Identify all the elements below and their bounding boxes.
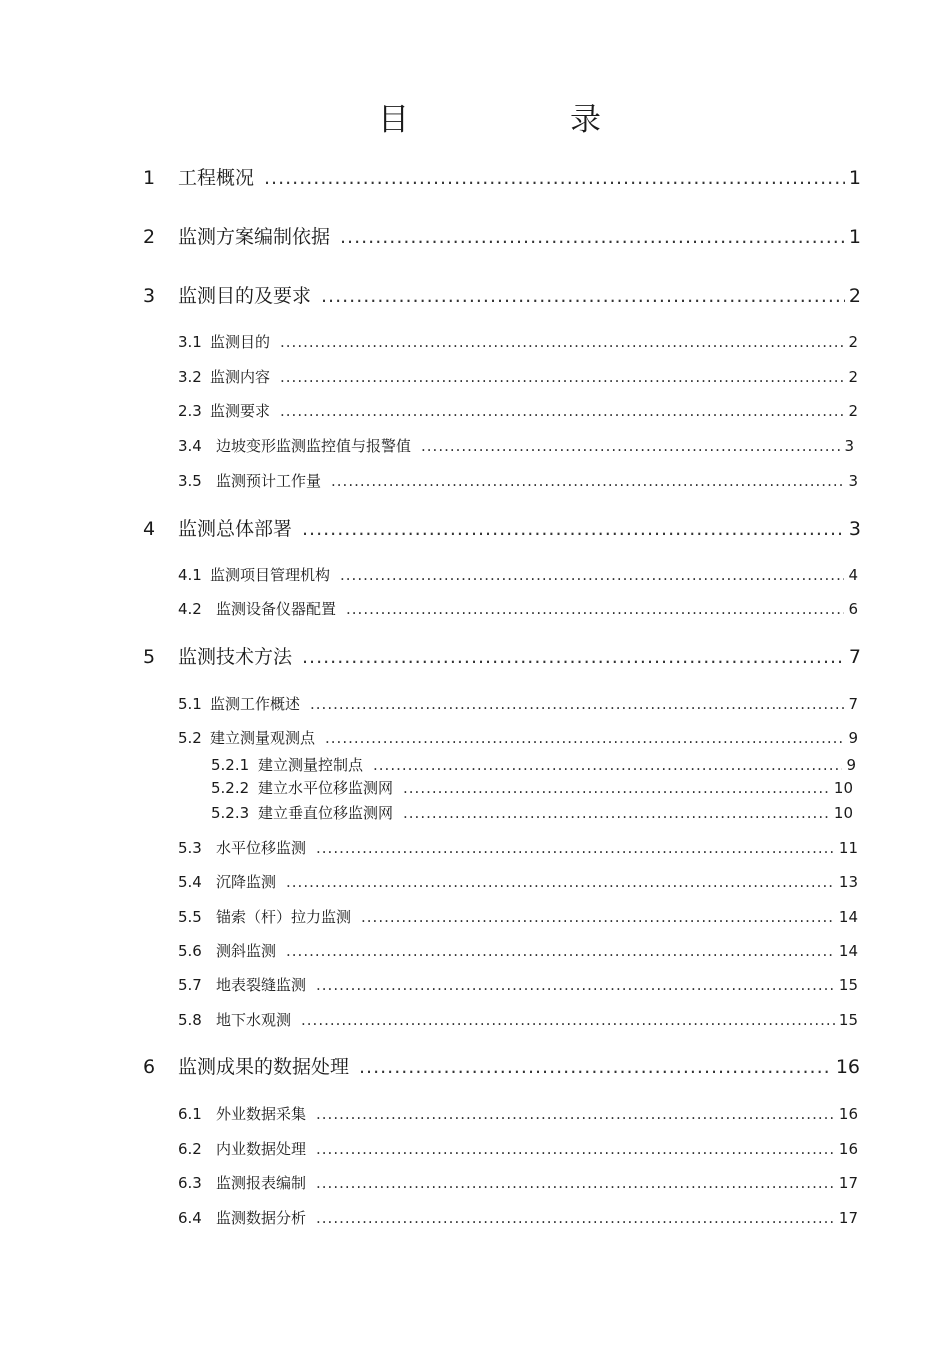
toc-entry-label: 沉降监测 — [216, 873, 277, 891]
toc-entry-page: 13 — [838, 873, 858, 891]
toc-entry-label: 监测项目管理机构 — [210, 566, 331, 584]
toc-entry-5-2-3[interactable] — [211, 802, 853, 824]
toc-entry-page: 7 — [848, 646, 861, 668]
toc-entry-label: 边坡变形监测监控值与报警值 — [216, 437, 412, 455]
toc-leader-dots — [403, 802, 830, 824]
toc-leader-dots — [264, 165, 845, 191]
toc-entry-3-5[interactable] — [178, 470, 858, 492]
toc-entry-5-2-2[interactable] — [211, 777, 853, 799]
toc-entry-page: 2 — [848, 285, 861, 307]
toc-entry-4-1[interactable] — [178, 564, 858, 586]
toc-leader-dots — [359, 1054, 832, 1080]
toc-entry-page: 15 — [838, 976, 858, 994]
toc-leader-dots — [316, 837, 835, 859]
toc-leader-dots — [340, 564, 844, 586]
toc-entry-label: 地表裂缝监测 — [216, 976, 307, 994]
toc-entry-5-8[interactable] — [178, 1009, 858, 1031]
toc-entry-label: 地下水观测 — [216, 1011, 292, 1029]
toc-entry-4-2[interactable] — [178, 598, 858, 620]
toc-entry-page: 1 — [848, 167, 861, 189]
toc-entry-5[interactable] — [143, 644, 861, 670]
toc-entry-label: 监测内容 — [210, 368, 271, 386]
toc-entry-page: 2 — [848, 333, 858, 351]
toc-leader-dots — [321, 283, 845, 309]
toc-entry-label: 监测数据分析 — [216, 1209, 307, 1227]
toc-entry-label: 测斜监测 — [216, 942, 277, 960]
toc-leader-dots — [316, 1172, 835, 1194]
toc-leader-dots — [403, 777, 830, 799]
toc-entry-6-3[interactable] — [178, 1172, 858, 1194]
toc-entry-label: 工程概况 — [178, 167, 255, 189]
toc-leader-dots — [286, 940, 835, 962]
toc-entry-number: 6.4 — [178, 1209, 202, 1227]
toc-entry-6-1[interactable] — [178, 1103, 858, 1125]
toc-entry-label: 外业数据采集 — [216, 1105, 307, 1123]
toc-entry-label: 锚索（杆）拉力监测 — [216, 908, 352, 926]
toc-entry-number: 6 — [143, 1056, 156, 1078]
toc-entry-3-2[interactable] — [178, 366, 858, 388]
toc-entry-label: 内业数据处理 — [216, 1140, 307, 1158]
toc-entry-label: 监测报表编制 — [216, 1174, 307, 1192]
toc-entry-label: 监测方案编制依据 — [178, 226, 331, 248]
toc-entry-label: 监测设备仪器配置 — [216, 600, 337, 618]
toc-entry-page: 14 — [838, 908, 858, 926]
toc-entry-label: 监测目的 — [210, 333, 271, 351]
toc-entry-number: 3 — [143, 285, 156, 307]
toc-entry-label: 监测预计工作量 — [216, 472, 322, 490]
toc-entry-number: 1 — [143, 167, 156, 189]
toc-entry-label: 监测要求 — [210, 402, 271, 420]
toc-entry-5-6[interactable] — [178, 940, 858, 962]
toc-entry-page: 2 — [848, 402, 858, 420]
toc-entry-page: 9 — [848, 729, 858, 747]
toc-entry-page: 11 — [838, 839, 858, 857]
toc-entry-label: 监测工作概述 — [210, 695, 301, 713]
toc-entry-number: 5.4 — [178, 873, 202, 891]
toc-entry-page: 4 — [848, 566, 858, 584]
toc-entry-number: 5.2 — [178, 729, 202, 747]
toc-entry-number: 6.1 — [178, 1105, 202, 1123]
toc-entry-page: 7 — [848, 695, 858, 713]
toc-entry-number: 3.4 — [178, 437, 202, 455]
toc-title-char-2: 录 — [570, 102, 601, 138]
toc-entry-3-4[interactable] — [178, 435, 854, 457]
toc-entry-page: 10 — [833, 804, 853, 822]
toc-leader-dots — [280, 331, 844, 353]
toc-entry-page: 17 — [838, 1209, 858, 1227]
toc-entry-2[interactable] — [143, 224, 861, 250]
toc-entry-page: 3 — [848, 472, 858, 490]
toc-entry-page: 6 — [848, 600, 858, 618]
toc-leader-dots — [421, 435, 840, 457]
toc-entry-5-7[interactable] — [178, 974, 858, 996]
toc-entry-number: 5.3 — [178, 839, 202, 857]
toc-leader-dots — [316, 1103, 835, 1125]
toc-entry-5-2[interactable] — [178, 727, 858, 749]
toc-entry-6-2[interactable] — [178, 1138, 858, 1160]
toc-entry-5-5[interactable] — [178, 906, 858, 928]
toc-leader-dots — [280, 400, 844, 422]
toc-entry-label: 建立测量控制点 — [258, 756, 364, 774]
toc-entry-number: 3.2 — [178, 368, 202, 386]
toc-entry-3[interactable] — [143, 283, 861, 309]
toc-entry-label: 监测目的及要求 — [178, 285, 312, 307]
toc-title-char-1: 目 — [378, 102, 409, 138]
toc-leader-dots — [325, 727, 844, 749]
toc-entry-page: 10 — [833, 779, 853, 797]
toc-entry-number: 5.7 — [178, 976, 202, 994]
toc-entry-5-3[interactable] — [178, 837, 858, 859]
toc-leader-dots — [286, 871, 835, 893]
toc-entry-number: 5 — [143, 646, 156, 668]
toc-leader-dots — [280, 366, 844, 388]
toc-entry-number: 4 — [143, 518, 156, 540]
toc-entry-label: 建立垂直位移监测网 — [258, 804, 394, 822]
toc-leader-dots — [373, 754, 842, 776]
toc-entry-page: 9 — [846, 756, 856, 774]
toc-entry-page: 16 — [838, 1140, 858, 1158]
toc-entry-number: 6.3 — [178, 1174, 202, 1192]
toc-entry-label: 建立测量观测点 — [210, 729, 316, 747]
toc-entry-number: 5.6 — [178, 942, 202, 960]
toc-entry-number: 5.1 — [178, 695, 202, 713]
toc-leader-dots — [331, 470, 844, 492]
toc-entry-page: 17 — [838, 1174, 858, 1192]
toc-entry-page: 16 — [835, 1056, 860, 1078]
toc-entry-label: 建立水平位移监测网 — [258, 779, 394, 797]
toc-leader-dots — [316, 1207, 835, 1229]
toc-entry-page: 3 — [844, 437, 854, 455]
toc-entry-number: 5.8 — [178, 1011, 202, 1029]
toc-entry-page: 16 — [838, 1105, 858, 1123]
toc-entry-5-2-1[interactable] — [211, 754, 856, 776]
toc-leader-dots — [301, 1009, 835, 1031]
toc-entry-number: 4.1 — [178, 566, 202, 584]
toc-entry-6-4[interactable] — [178, 1207, 858, 1229]
toc-entry-5-1[interactable] — [178, 693, 858, 715]
toc-entry-number: 3.1 — [178, 333, 202, 351]
toc-entry-2-3[interactable] — [178, 400, 858, 422]
toc-entry-number: 5.2.2 — [211, 779, 250, 797]
toc-leader-dots — [346, 598, 844, 620]
toc-entry-page: 15 — [838, 1011, 858, 1029]
toc-leader-dots — [302, 516, 845, 542]
toc-entry-number: 4.2 — [178, 600, 202, 618]
toc-entry-number: 5.2.1 — [211, 756, 250, 774]
toc-entry-1[interactable] — [143, 165, 861, 191]
toc-entry-6[interactable] — [143, 1054, 860, 1080]
toc-entry-page: 2 — [848, 368, 858, 386]
toc-entry-number: 6.2 — [178, 1140, 202, 1158]
toc-leader-dots — [302, 644, 845, 670]
toc-entry-label: 监测技术方法 — [178, 646, 293, 668]
toc-entry-3-1[interactable] — [178, 331, 858, 353]
toc-entry-number: 3.5 — [178, 472, 202, 490]
toc-entry-4[interactable] — [143, 516, 861, 542]
toc-entry-label: 水平位移监测 — [216, 839, 307, 857]
toc-entry-page: 3 — [848, 518, 861, 540]
toc-leader-dots — [316, 974, 835, 996]
toc-entry-label: 监测总体部署 — [178, 518, 293, 540]
toc-entry-number: 2 — [143, 226, 156, 248]
toc-entry-5-4[interactable] — [178, 871, 858, 893]
toc-title — [0, 98, 950, 142]
toc-leader-dots — [361, 906, 835, 928]
toc-leader-dots — [316, 1138, 835, 1160]
toc-entry-page: 14 — [838, 942, 858, 960]
toc-entry-page: 1 — [848, 226, 861, 248]
toc-entry-number: 5.5 — [178, 908, 202, 926]
toc-entry-label: 监测成果的数据处理 — [178, 1056, 350, 1078]
toc-leader-dots — [310, 693, 844, 715]
toc-entry-number: 2.3 — [178, 402, 202, 420]
toc-entry-number: 5.2.3 — [211, 804, 250, 822]
toc-leader-dots — [340, 224, 845, 250]
